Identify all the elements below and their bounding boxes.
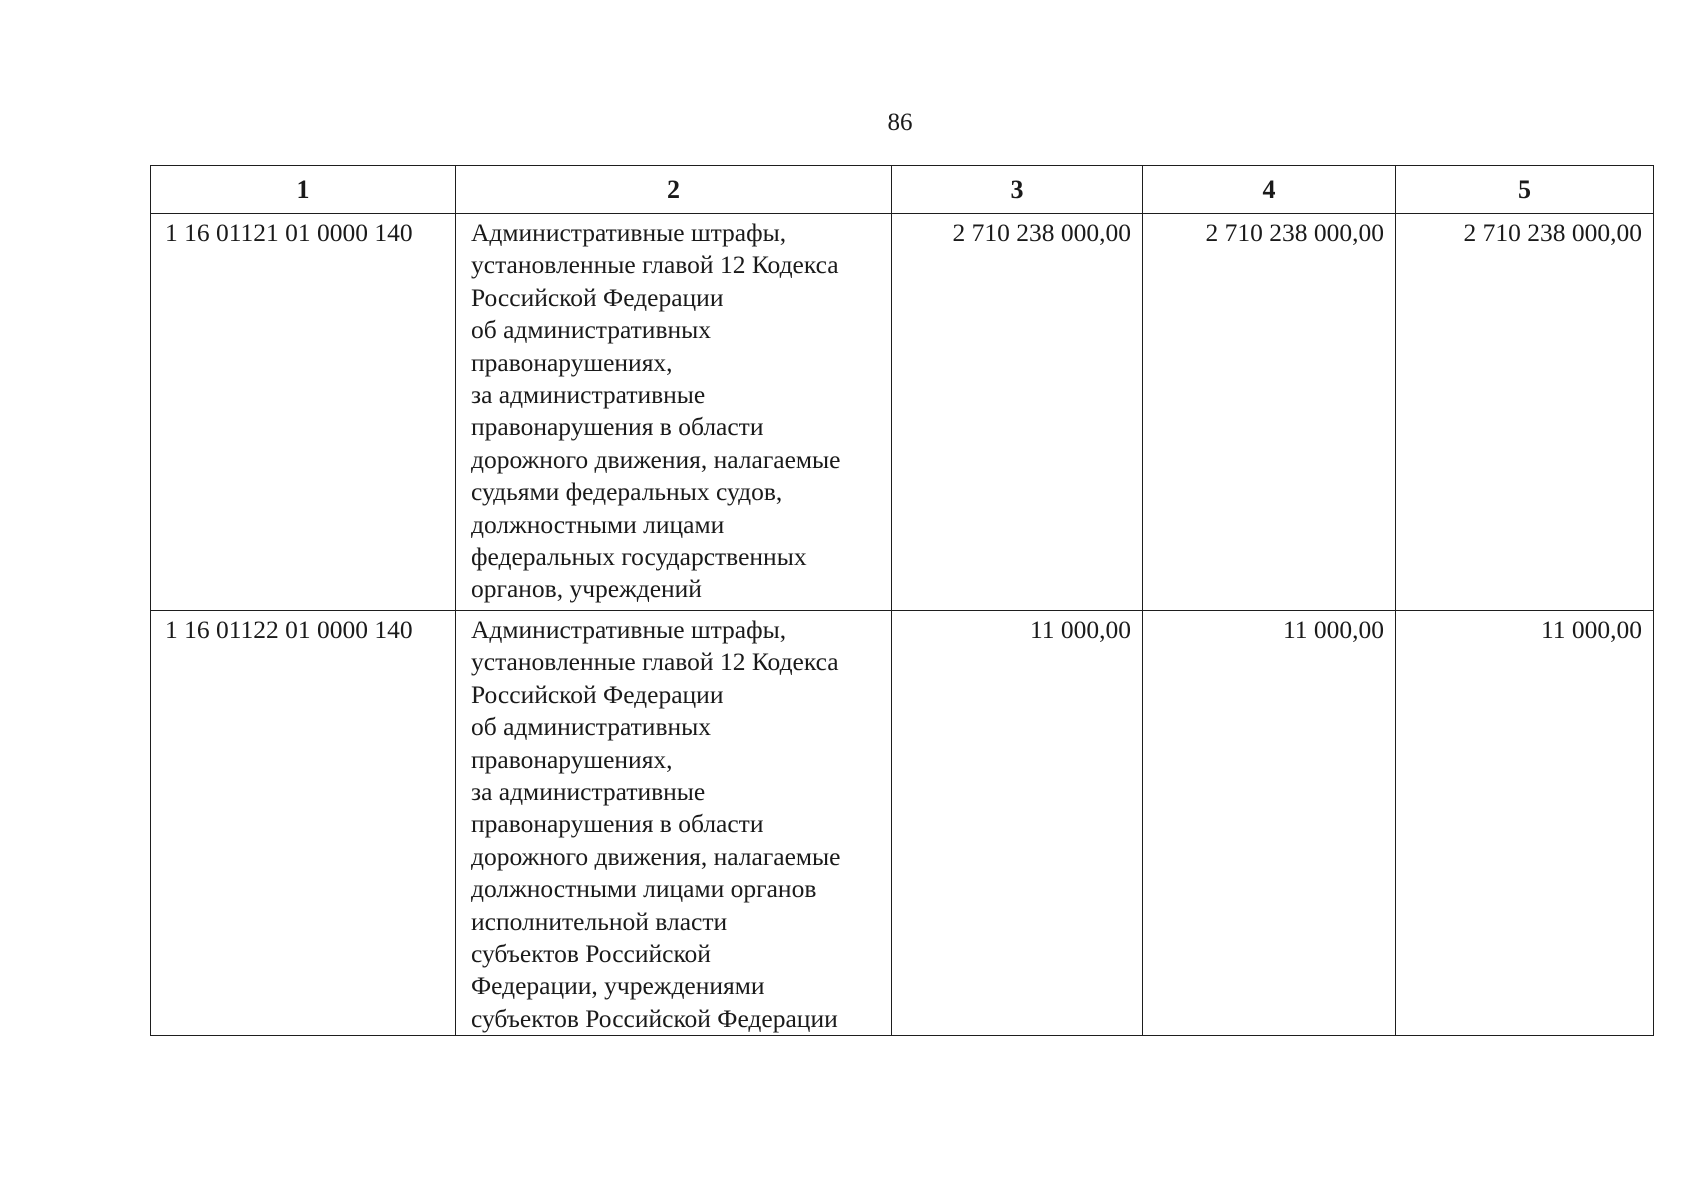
amount-cell-col5: 2 710 238 000,00	[1396, 214, 1654, 611]
amount-cell-col3: 2 710 238 000,00	[892, 214, 1143, 611]
amount-cell-col5: 11 000,00	[1396, 611, 1654, 1036]
column-header-4: 4	[1143, 166, 1396, 214]
budget-code-cell: 1 16 01122 01 0000 140	[151, 611, 456, 1036]
amount-cell-col4: 2 710 238 000,00	[1143, 214, 1396, 611]
table-row	[151, 611, 1654, 1036]
column-header-2: 2	[456, 166, 892, 214]
revenue-name-cell: Административные штрафы, установленные главой 12 Кодекса Российской Федерации об административных правонарушениях, за административные правонарушения в области дорожного движения, налагаемые судьями федеральных судов, должностными лицами федеральных государственных органов, учреждений	[456, 214, 892, 611]
table-header-row	[151, 166, 1654, 214]
table-row	[151, 214, 1654, 611]
budget-code-cell: 1 16 01121 01 0000 140	[151, 214, 456, 611]
amount-cell-col4: 11 000,00	[1143, 611, 1396, 1036]
column-header-3: 3	[892, 166, 1143, 214]
budget-table	[150, 165, 1654, 1036]
column-header-1: 1	[151, 166, 456, 214]
column-header-5: 5	[1396, 166, 1654, 214]
page-number: 86	[887, 109, 913, 136]
revenue-name-cell: Административные штрафы, установленные главой 12 Кодекса Российской Федерации об административных правонарушениях, за административные правонарушения в области дорожного движения, налагаемые должностными лицами органов исполнительной власти субъектов Российской Федерации, учреждениями субъектов Российской Федерации	[456, 611, 892, 1036]
amount-cell-col3: 11 000,00	[892, 611, 1143, 1036]
